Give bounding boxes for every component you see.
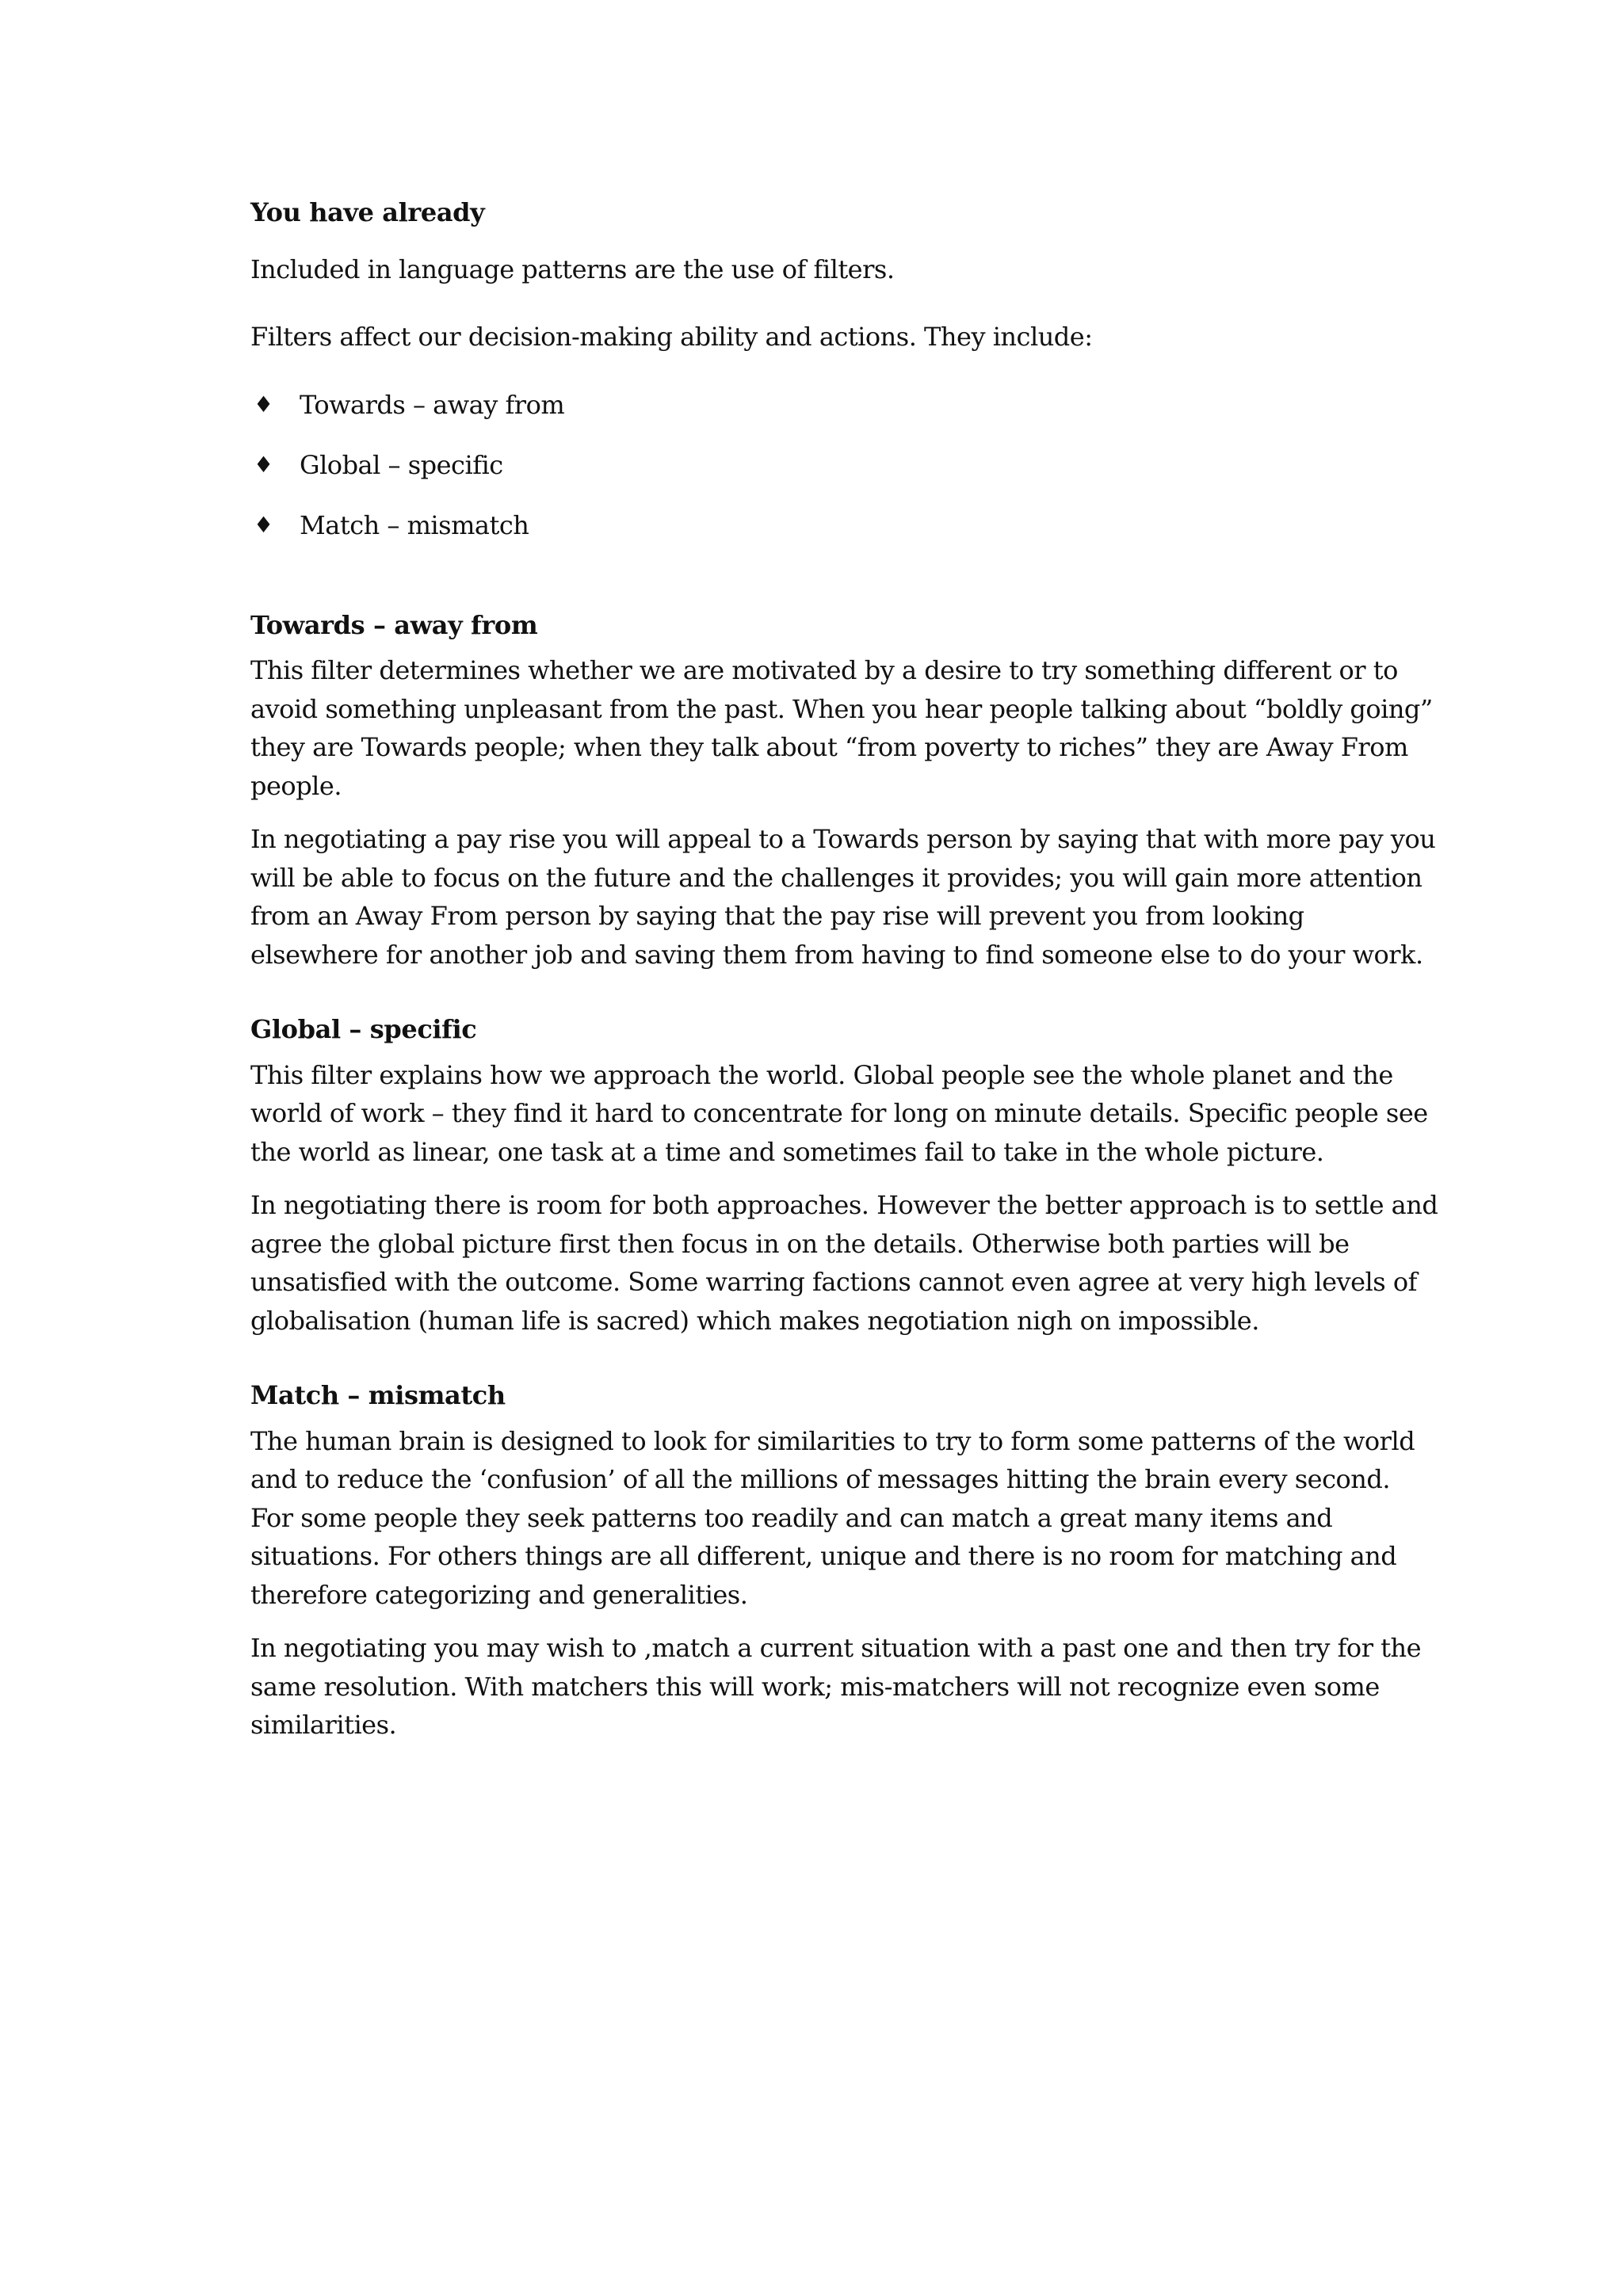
section-paragraph: In negotiating you may wish to ,match a current situation with a past one and then try for the same resolution. With matchers this will work; mis-matchers will not recognize even some similarities.	[250, 1633, 1422, 1741]
diamond-bullet-icon: ♦	[254, 451, 273, 478]
section-paragraph: In negotiating a pay rise you will appeal to a Towards person by saying that with more pay you will be able to focus on the future and the challenges it provides; you will gain more attention from an Away From person by saying that the pay rise will prevent you from looking elsewhere for another job and saving them from having to find someone else to do your work.	[250, 824, 1436, 970]
section-towards-away	[250, 609, 1439, 974]
intro-paragraph: Included in language patterns are the use of filters.	[250, 254, 895, 284]
list-item-label: Match – mismatch	[300, 509, 529, 540]
filter-list	[250, 386, 1439, 544]
intro-heading: You have already	[250, 197, 485, 227]
list-item	[250, 446, 1439, 484]
list-item	[250, 506, 1439, 544]
document-body	[250, 196, 1439, 1760]
section-paragraph: This filter determines whether we are motivated by a desire to try something different or to avoid something unpleasant from the past. When you hear people talking about “boldly going” they are Towards people; when they talk about “from poverty to riches” they are Away From people.	[250, 655, 1433, 801]
list-item-label: Towards – away from	[300, 389, 565, 420]
section-paragraph: The human brain is designed to look for similarities to try to form some patterns of the world and to reduce the ‘confusion’ of all the millions of messages hitting the brain every second. For some people they seek patterns too readily and can match a great many items and situations. For others things are all different, unique and there is no room for matching and therefore categorizing and generalities.	[250, 1425, 1415, 1610]
section-paragraph: In negotiating there is room for both approaches. However the better approach is to settle and agree the global picture first then focus in on the details. Otherwise both parties will be unsatisfied with the outcome. Some warring factions cannot even agree at very high levels of globalisation (human life is sacred) which makes negotiation nigh on impossible.	[250, 1190, 1438, 1336]
section-paragraph: This filter explains how we approach the world. Global people see the whole planet and the world of work – they find it hard to concentrate for long on minute details. Specific people see the world as linear, one task at a time and sometimes fail to take in the whole picture.	[250, 1059, 1428, 1167]
diamond-bullet-icon: ♦	[254, 391, 273, 418]
intro-paragraph: Filters affect our decision-making ability and actions. They include:	[250, 322, 1093, 353]
diamond-bullet-icon: ♦	[254, 511, 273, 538]
section-heading: Towards – away from	[250, 609, 538, 640]
section-heading: Global – specific	[250, 1014, 477, 1045]
list-item	[250, 386, 1439, 424]
list-item-label: Global – specific	[300, 449, 503, 480]
section-global-specific	[250, 1013, 1439, 1340]
section-match-mismatch	[250, 1379, 1439, 1745]
section-heading: Match – mismatch	[250, 1380, 506, 1411]
